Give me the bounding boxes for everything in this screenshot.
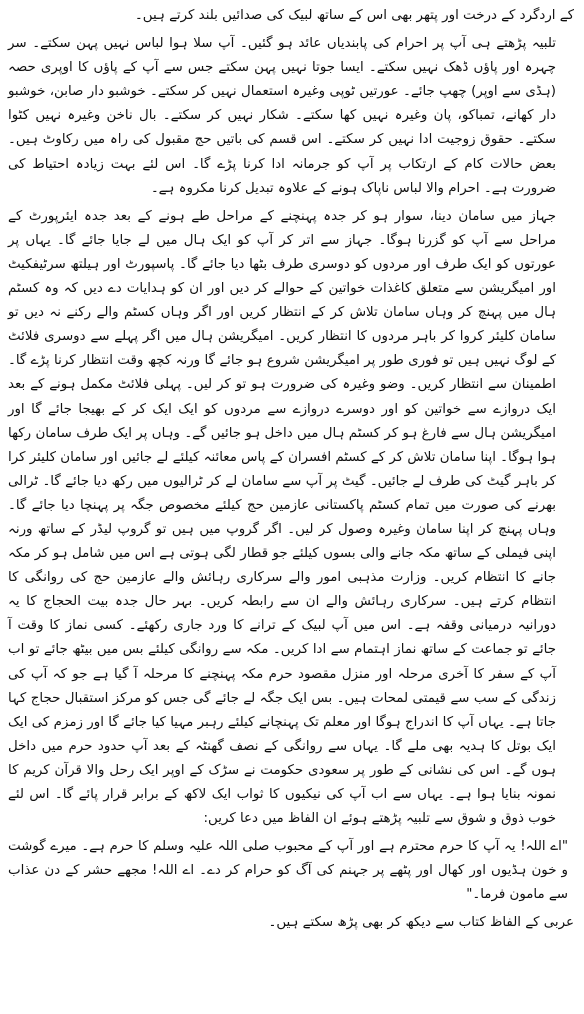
paragraph-jeddah-arrival: جہاز میں سامان دینا، سوار ہو کر جدہ پہنچنے کے مراحل طے ہونے کے بعد جدہ ایئرپورٹ کے مراحل سے آپ کو گزرنا ہوگا۔ جہاز سے اتر کر آپ کو ایک ہال میں لے جایا جائے گا۔ یہاں پر عورتوں کو ایک طرف اور مردوں کو دوسری طرف بٹھا دیا جائے گا۔ پاسپورٹ اور ہیلتھ سرٹیفکیٹ اور امیگریشن سے متعلق کاغذات خواتین کے حوالے کر دیں اور ان کو ہدایات دے دیں کہ وہ کسٹم ہال میں پہنچ کر وہاں سامان تلاش کر کے انتظار کریں اور اگر وہاں کسٹم والے رکنے نہ دیں تو سامان کلیئر کروا کر باہر مردوں کا انتظار کریں۔ امیگریشن ہال میں اگر پہلے سے دوسری فلائٹ کے لوگ نہیں ہیں تو فوری طور پر امیگریشن شروع ہو جائے گا ورنہ کچھ وقت انتظار کرنا پڑے گا۔ اطمینان سے انتظار کریں۔ وضو وغیرہ کی ضرورت ہو تو کر لیں۔ پہلی فلائٹ مکمل ہونے کے بعد ایک دروازے سے خواتین کو اور دوسرے دروازے سے مردوں کو ایک ایک کر کے بھیجا جائے گا اور امیگریشن ہال سے فارغ ہو کر کسٹم ہال میں داخل ہو جائیں گے۔ وہاں پر ایک طرف سامان رکھا ہوا ہوگا۔ اپنا سامان تلاش کر کے کسٹم افسران کے پاس معائنہ کیلئے لے جائیں اور سامان کلیئر کرا کر باہر گیٹ کی طرف لے جائیں۔ گیٹ پر آپ سے سامان لے کر ٹرالیوں میں رکھ دیا جائے گا۔ ٹرالی بھرنے کی صورت میں تمام کسٹم پاکستانی عازمین حج کیلئے مخصوص جگہ پر پہنچا دیا جائے گا۔ وہاں پہنچ کر اپنا سامان وغیرہ وصول کر لیں۔ اگر گروپ میں ہیں تو گروپ لیڈر کے ساتھ ورنہ اپنی فیملی کے ساتھ مکہ جانے والی بسوں کیلئے جو قطار لگی ہوتی ہے اس میں شامل ہو کر مکہ جانے کا انتظام کریں۔ وزارت مذہبی امور والے سرکاری رہائش والے عازمین حج کی روانگی کا انتظام کرتے ہیں۔ سرکاری رہائش والے ان سے رابطہ کریں۔ بہر حال جدہ بیت الحجاج کا یہ دورانیہ درمیانی وقفہ ہے۔ اس میں آپ لبیک کے ترانے کا ورد جاری رکھئے۔ کسی نماز کا وقت آ جائے تو جماعت کے ساتھ نماز اہتمام سے ادا کریں۔ مکہ سے روانگی کیلئے بس میں بیٹھ جائے تو اب آپ کے سفر کا آخری مرحلہ اور منزل مقصود حرم مکہ پہنچنے کا مرحلہ آ گیا ہے جو کہ آپ کی زندگی کے سب سے قیمتی لمحات ہیں۔ بس ایک جگہ لے جائے گی جس کو مرکز استقبال حجاج کہا جاتا ہے۔ یہاں آپ کا اندراج ہوگا اور معلم تک پہنچانے کیلئے رہبر مہیا کیا جائے گا اور زمزم کی ایک ایک بوتل کا ہدیہ بھی ملے گا۔ یہاں سے روانگی کے نصف گھنٹہ کے بعد آپ حدود حرم میں داخل ہوں گے۔ اس کی نشانی کے طور پر سعودی حکومت نے سڑک کے اوپر ایک رحل والا قرآن کریم کا نمونہ بنایا ہوا ہے۔ یہاں سے اب آپ کی نیکیوں کا ثواب ایک لاکھ کے برابر قرار پائے گا۔ اس لئے خوب ذوق و شوق سے تلبیہ پڑھتے ہوئے ان الفاظ میں دعا کریں: bbox=[8, 208, 556, 827]
paragraph-ihram-restrictions: تلبیہ پڑھتے ہی آپ پر احرام کی پابندیاں عائد ہو گئیں۔ آپ سلا ہوا لباس نہیں پہن سکتے۔ سر چہرہ اور پاؤں ڈھک نہیں سکتے۔ ایسا جوتا نہیں پہن سکتے جس سے آپ کے پاؤں کا اوپری حصہ (ہڈی سے اوپر) چھپ جائے۔ عورتیں ٹوپی وغیرہ استعمال نہیں کر سکتے۔ خوشبو دار صابن، خوشبو دار کھانے، تمباکو، پان وغیرہ نہیں کھا سکتے۔ شکار نہیں کر سکتے۔ بال ناخن وغیرہ نہیں کٹوا سکتے۔ حقوق زوجیت ادا نہیں کر سکتے۔ اس قسم کی باتیں حج مقبول کی راہ میں رکاوٹ ہیں۔ بعض حالات کام کے ارتکاب پر آپ کو جرمانہ ادا کرنا پڑے گا۔ اس لئے بہت زیادہ احتیاط کی ضرورت ہے۔ احرام والا لباس ناپاک ہونے کے علاوہ تبدیل کرنا مکروہ ہے۔ bbox=[8, 36, 556, 196]
paragraph-arabic-note: عربی کے الفاظ کتاب سے دیکھ کر بھی پڑھ سکتے ہیں۔ bbox=[268, 915, 574, 931]
paragraph-surroundings-talbiyah: کے اردگرد کے درخت اور پتھر بھی اس کے ساتھ لبیک کی صدائیں بلند کرتے ہیں۔ bbox=[134, 8, 574, 23]
paragraph-dua-quote: "اے اللہ! یہ آپ کا حرم محترم ہے اور آپ کے محبوب صلی اللہ علیہ وسلم کا حرم ہے۔ میرے گوشت و خون ہڈیوں اور کھال اور پٹھے پر جہنم کی آگ کو حرام کر دے۔ اے اللہ! مجھے حشر کے دن عذاب سے مامون فرما۔" bbox=[8, 839, 568, 903]
